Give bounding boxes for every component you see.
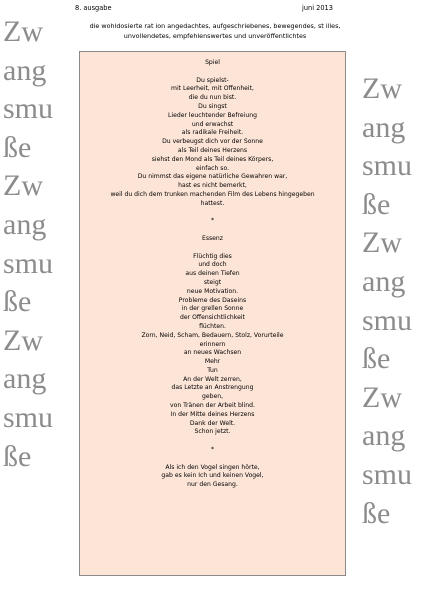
poem-line: an neues Wachsen	[183, 349, 242, 357]
poem-line: Zorn, Neid, Scham, Bedauern, Stolz, Vorurteile	[141, 331, 284, 339]
poem-panel	[79, 51, 346, 576]
poem-line: von Tränen der Arbeit blind.	[170, 402, 255, 410]
poem-line: *	[210, 217, 215, 225]
poem-line: in der grellen Sonne	[181, 305, 244, 313]
subtitle-line-2: unvollendetes, empfehlenswertes und unveröffentlichtes	[123, 32, 307, 40]
poem-line: die du nun bist.	[188, 94, 237, 102]
poem-line: mit Leerheit, mit Offenheit,	[171, 85, 254, 93]
poem-line: Dank der Welt.	[189, 419, 236, 427]
side-wordmark-right: Zw ang smu ße Zw ang smu ße Zw ang smu ße	[362, 72, 413, 530]
poem-line: nur den Gesang.	[187, 481, 238, 489]
poem-line: Schon jetzt.	[194, 428, 231, 436]
poem-line	[80, 244, 345, 253]
poem-line: Als ich den Vogel singen hörte,	[165, 463, 260, 471]
poem-line: Lieder leuchtender Befreiung	[168, 111, 257, 119]
poem-line: Du spielst-	[196, 76, 229, 84]
poem-line	[80, 68, 345, 77]
poem-line: der Offensichtlichkeit	[180, 314, 245, 322]
subtitle-line-1: die wohldosierte rat ion angedachtes, aufgeschriebenes, bewegendes, st illes,	[89, 22, 341, 30]
poem-line: Du verbeugst dich vor der Sonne	[162, 138, 263, 146]
poem-line: weil du dich dem trunken machenden Film des Lebens hingegeben	[110, 190, 315, 198]
poem-line: und doch	[198, 261, 227, 269]
poem-line: als Teil deines Herzens	[177, 146, 248, 154]
poem-line: als radikale Freiheit.	[181, 129, 244, 137]
poem-line: gab es kein Ich und keinen Vogel,	[161, 472, 264, 480]
poem-line: steigt	[203, 278, 222, 286]
poem-line: neue Motivation.	[186, 287, 239, 295]
poem-line: einfach so.	[195, 164, 230, 172]
poem-line: erinnern	[199, 340, 226, 348]
poem-line: Du singst	[198, 102, 227, 110]
poem-line	[80, 437, 345, 446]
side-wordmark-left: Zw ang smu ße Zw ang smu ße Zw ang smu ße	[3, 15, 54, 473]
poem-line	[80, 455, 345, 464]
poem-line	[80, 209, 345, 218]
poem-line: flüchten.	[199, 322, 226, 330]
poem-line: und erwachst	[191, 120, 234, 128]
issue-date: juni 2013	[302, 4, 333, 12]
poem-line	[80, 226, 345, 235]
poem-line: Tun	[207, 366, 218, 374]
poem-line: Mehr	[204, 358, 221, 366]
poem-text	[80, 59, 345, 490]
poem-line: Flüchtig dies	[193, 252, 232, 260]
poem-line: hattest.	[200, 199, 225, 207]
poem-line: In der Mitte deines Herzens	[170, 410, 255, 418]
subtitle	[70, 21, 360, 41]
poem-line: Spiel	[205, 59, 220, 66]
poem-line: aus deinen Tiefen	[185, 270, 240, 278]
poem-line: Essenz	[201, 234, 223, 242]
poem-line: geben,	[201, 393, 224, 401]
edition-label: 8. ausgabe	[75, 4, 112, 12]
poem-line: das Letzte an Anstrengung	[171, 384, 254, 392]
poem-line: An der Welt zerren,	[183, 375, 242, 383]
poem-line: hast es nicht bemerkt,	[178, 182, 247, 190]
poem-line: Probleme des Daseins	[178, 296, 247, 304]
poem-line: siehst den Mond als Teil deines Körpers,	[151, 155, 274, 163]
poem-line: Du nimmst das eigene natürliche Gewahren war,	[137, 173, 288, 181]
poem-line: *	[210, 446, 215, 454]
